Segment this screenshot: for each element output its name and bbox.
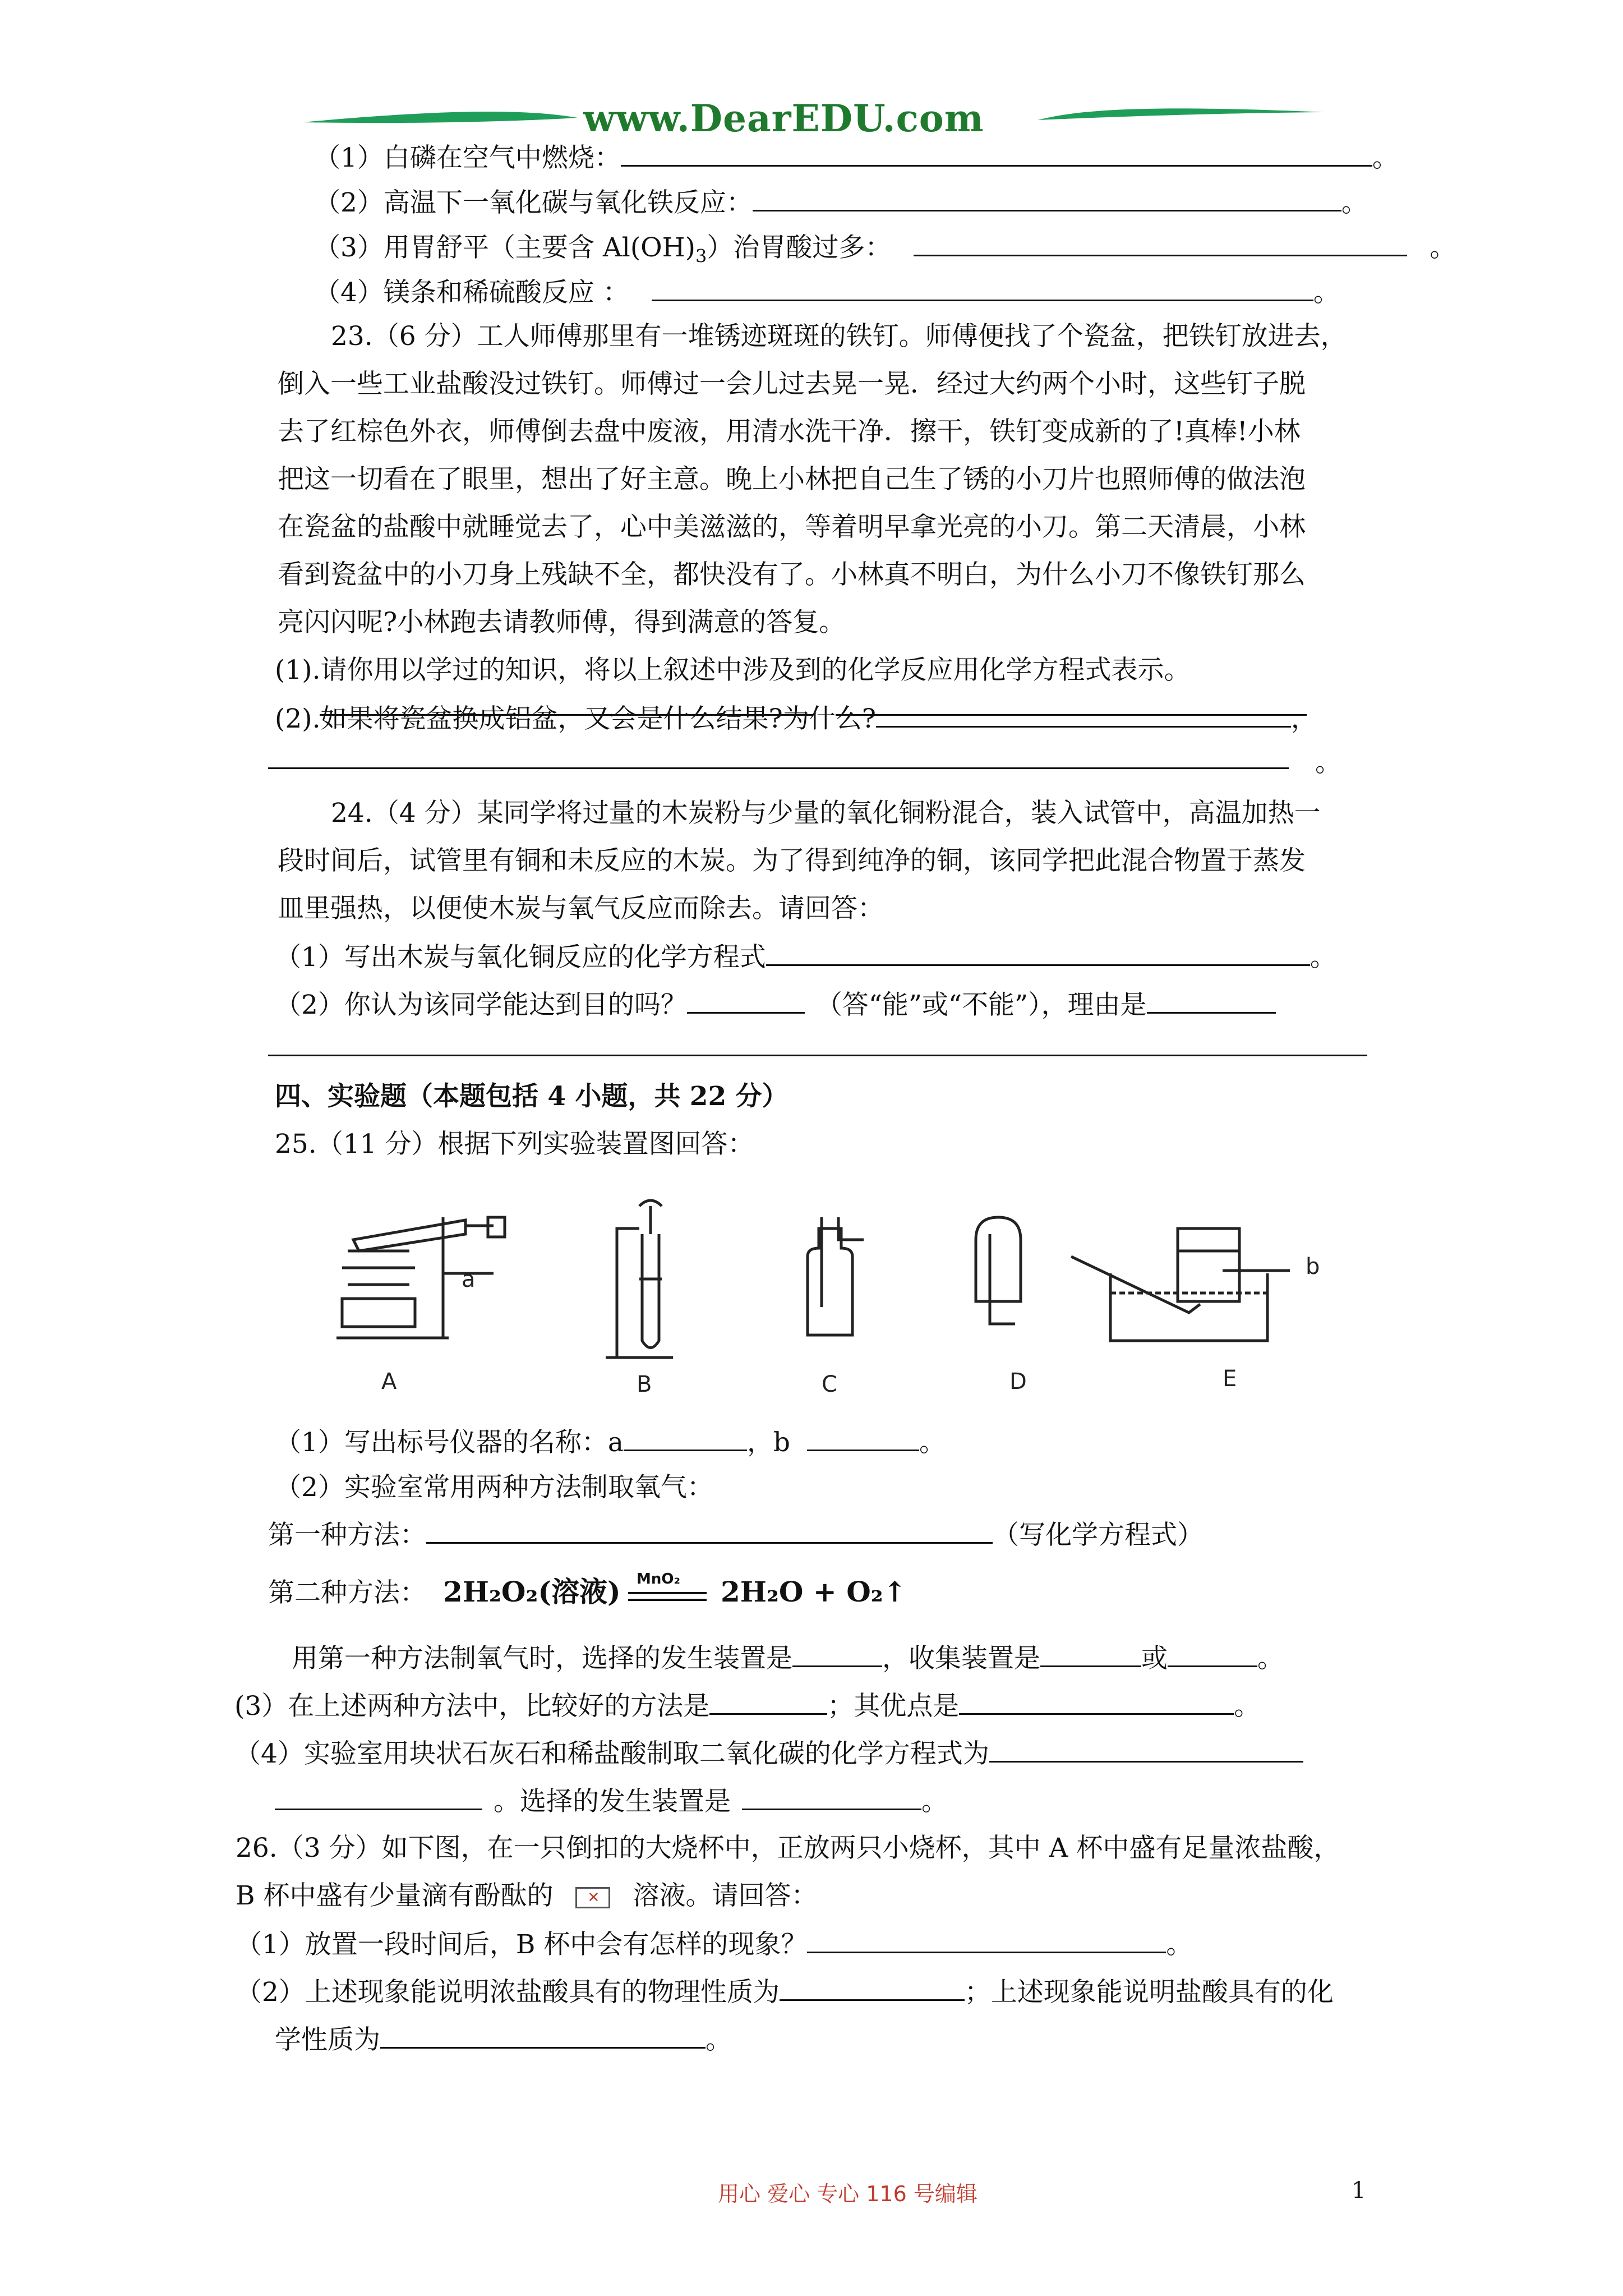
q25-method1: 第一种方法： （写化学方程式） — [268, 1517, 1204, 1552]
q23-para-line1: 23.（6 分）工人师傅那里有一堆锈迹斑斑的铁钉。师傅便找了个瓷盆，把铁钉放进去， — [331, 321, 1347, 352]
q26-para-line2: B 杯中盛有少量滴有酚酞的 ✕ 溶液。请回答： — [236, 1880, 818, 1911]
q23-para-line6: 看到瓷盆中的小刀身上残缺不全，都快没有了。小林真不明白，为什么小刀不像铁钉那么 — [278, 559, 1306, 590]
q24-para-line1: 24.（4 分）某同学将过量的木炭粉与少量的氧化铜粉混合，装入试管中，高温加热一 — [331, 798, 1321, 829]
site-logo-text: www.DearEDU.com — [583, 96, 984, 140]
q22-line1: （1）白磷在空气中燃烧： 。 — [314, 140, 1399, 175]
q25-sub2: （2）实验室常用两种方法制取氧气： — [275, 1472, 713, 1503]
q26-sub2: （2）上述现象能说明浓盐酸具有的物理性质为 ；上述现象能说明盐酸具有的化 — [236, 1975, 1334, 2009]
page-number: 1 — [1352, 2178, 1366, 2203]
q23-para-line5: 在瓷盆的盐酸中就睡觉去了，心中美滋滋的，等着明早拿光亮的小刀。第二天清晨，小林 — [278, 512, 1306, 542]
q24-para-line3: 皿里强热，以便使木炭与氧气反应而除去。请回答： — [278, 893, 884, 924]
q24-sub2: （2）你认为该同学能达到目的吗？ （答“能”或“不能”），理由是 — [275, 987, 1276, 1022]
q23-sub2: (2).如果将瓷盆换成铝盆，又会是什么结果?为什么? ， — [275, 701, 1317, 736]
q22-line2: （2）高温下一氧化碳与氧化铁反应： 。 — [314, 185, 1368, 220]
q25-sub4: （4）实验室用块状石灰石和稀盐酸制取二氧化碳的化学方程式为 — [234, 1736, 1303, 1771]
q25-sub1: （1）写出标号仪器的名称：a ，b 。 — [275, 1425, 946, 1460]
footer-text: 用心 爱心 专心 116 号编辑 — [718, 2182, 978, 2206]
q24-para-line2: 段时间后，试管里有铜和未反应的木炭。为了得到纯净的铜，该同学把此混合物置于蒸发 — [278, 845, 1306, 876]
q25-sub3: (3）在上述两种方法中，比较好的方法是 ；其优点是 。 — [234, 1688, 1260, 1723]
q26-sub1: （1）放置一段时间后，B 杯中会有怎样的现象？ 。 — [236, 1927, 1192, 1962]
apparatus-label-D: D — [1009, 1369, 1027, 1395]
q22-line3: （3）用胃舒平（主要含 $Al(OH)_3$）治胃酸过多： 。 — [314, 230, 1456, 273]
q25-usage: 用第一种方法制氧气时，选择的发生装置是 ，收集装置是 或 。 — [292, 1641, 1284, 1676]
q24-sub1: （1）写出木炭与氧化铜反应的化学方程式 。 — [275, 940, 1336, 974]
q23-para-line3: 去了红棕色外衣，师傅倒去盘中废液，用清水洗干净．擦干，铁钉变成新的了!真棒!小林 — [278, 416, 1301, 447]
apparatus-label-B: B — [637, 1372, 652, 1397]
apparatus-figure — [325, 1195, 1368, 1369]
apparatus-d — [976, 1217, 1021, 1324]
q25-sub4-cont: 。选择的发生装置是 。 — [275, 1784, 948, 1819]
apparatus-b — [606, 1200, 673, 1358]
apparatus-a — [336, 1217, 505, 1338]
q23-para-line7: 亮闪闪呢?小林跑去请教师傅，得到满意的答复。 — [278, 607, 846, 638]
apparatus-label-E: E — [1223, 1366, 1237, 1392]
label-b: b — [1306, 1254, 1320, 1280]
q25-method2: 第二种方法： — [268, 1577, 426, 1608]
broken-image-icon: ✕ — [575, 1887, 610, 1908]
equation-catalyst: MnO₂ — [637, 1571, 680, 1588]
equation-right: 2H₂O + O₂↑ — [721, 1575, 907, 1608]
q22-line4: （4）镁条和稀硫酸反应 ： 。 — [314, 275, 1340, 310]
q23-para-line2: 倒入一些工业盐酸没过铁钉。师傅过一会儿过去晃一晃．经过大约两个小时，这些钉子脱 — [278, 369, 1306, 399]
q26-sub3: 学性质为 。 — [275, 2022, 732, 2057]
q23-end-mark: 。 — [1315, 747, 1341, 778]
equation-left: 2H₂O₂(溶液) — [443, 1575, 621, 1608]
answer-line — [268, 767, 1289, 769]
q26-para-line1: 26.（3 分）如下图，在一只倒扣的大烧杯中，正放两只小烧杯，其中 A 杯中盛有足量浓盐酸， — [236, 1833, 1340, 1864]
answer-line — [268, 1055, 1367, 1056]
label-a: a — [462, 1267, 476, 1292]
equation-equals — [628, 1592, 707, 1601]
section-heading: 四、实验题（本题包括 4 小题，共 22 分） — [275, 1081, 789, 1112]
apparatus-c — [808, 1217, 864, 1335]
q23-para-line4: 把这一切看在了眼里，想出了好主意。晚上小林把自己生了锈的小刀片也照师傅的做法泡 — [278, 464, 1306, 495]
apparatus-label-A: A — [381, 1369, 397, 1395]
apparatus-e — [1071, 1228, 1290, 1341]
q25-stem: 25.（11 分）根据下列实验装置图回答： — [275, 1129, 754, 1159]
q23-sub1: (1).请你用以学过的知识，将以上叙述中涉及到的化学反应用化学方程式表示。 — [275, 655, 1191, 685]
apparatus-label-C: C — [822, 1372, 837, 1397]
